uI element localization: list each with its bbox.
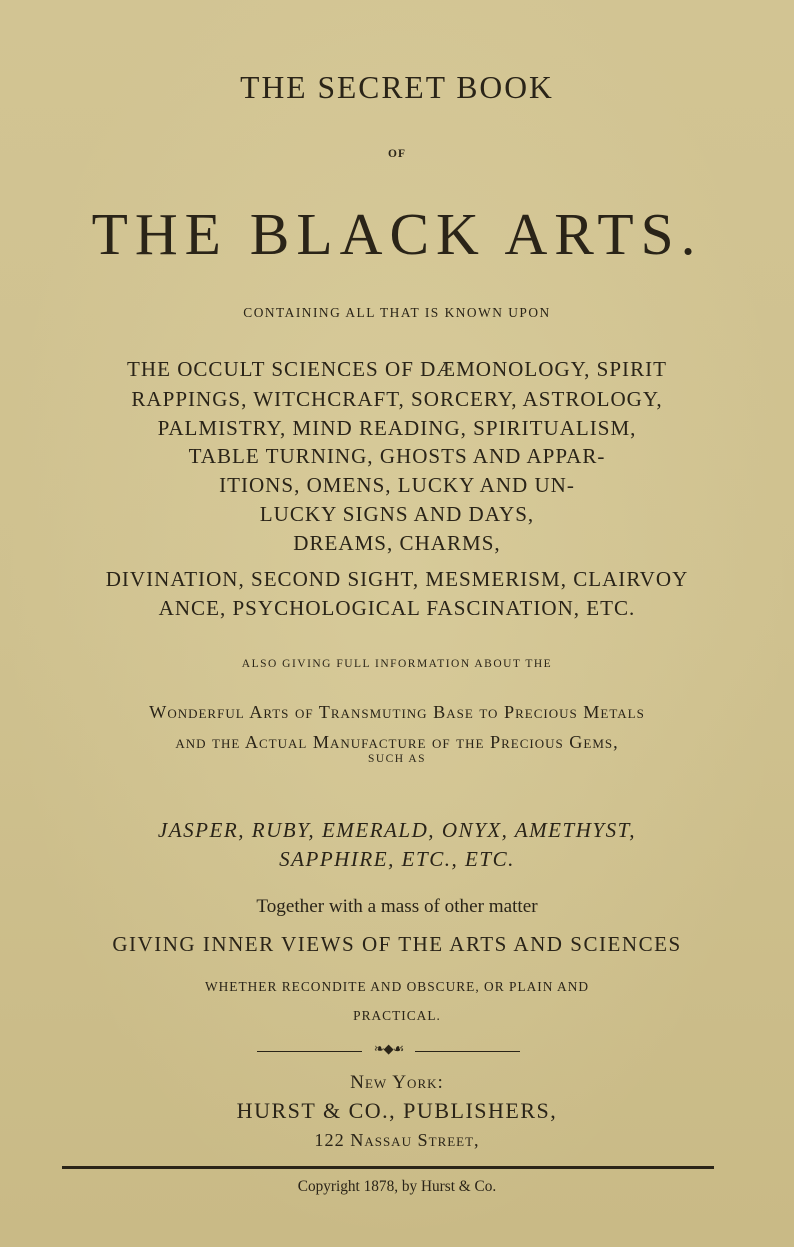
title-line-1: THE SECRET BOOK: [240, 70, 554, 105]
whether-line: WHETHER RECONDITE AND OBSCURE, OR PLAIN AND: [204, 979, 590, 994]
giving-line: GIVING INNER VIEWS OF THE ARTS AND SCIENCES: [112, 932, 682, 956]
subject-line: ANCE, PSYCHOLOGICAL FASCINATION, ETC.: [158, 596, 636, 620]
subject-line: PALMISTRY, MIND READING, SPIRITUALISM,: [157, 416, 637, 440]
gems-line: SAPPHIRE, ETC., ETC.: [279, 847, 515, 871]
subject-line: TABLE TURNING, GHOSTS AND APPAR-: [188, 444, 606, 468]
ornament-rule-right: [415, 1051, 520, 1052]
arts-line: Wonderful Arts of Transmuting Base to Precious Metals: [149, 702, 645, 722]
subject-line: LUCKY SIGNS AND DAYS,: [259, 502, 535, 526]
copyright-line: Copyright 1878, by Hurst & Co.: [297, 1178, 497, 1195]
imprint-address: 122 Nassau Street,: [314, 1130, 480, 1150]
such-as-line: SUCH AS: [367, 753, 427, 765]
subject-line: DIVINATION, SECOND SIGHT, MESMERISM, CLAIRVOY: [105, 567, 689, 591]
title-of: OF: [388, 148, 406, 160]
whether-line: PRACTICAL.: [353, 1008, 441, 1023]
subject-line: RAPPINGS, WITCHCRAFT, SORCERY, ASTROLOGY,: [131, 387, 663, 411]
flourish-icon: ❧◆☙: [373, 1042, 404, 1057]
imprint-city: New York:: [350, 1072, 444, 1093]
arts-line: and the Actual Manufacture of the Precious Gems,: [175, 732, 619, 752]
main-title: THE BLACK ARTS.: [91, 201, 703, 267]
gems-line: JASPER, RUBY, EMERALD, ONYX, AMETHYST,: [157, 818, 637, 842]
ornament-rule-left: [257, 1051, 362, 1052]
containing-line: CONTAINING ALL THAT IS KNOWN UPON: [243, 305, 551, 320]
also-line: ALSO GIVING FULL INFORMATION ABOUT THE: [241, 658, 553, 670]
subject-line: DREAMS, CHARMS,: [293, 531, 501, 555]
subject-line: THE OCCULT SCIENCES OF DÆMONOLOGY, SPIRIT: [127, 357, 667, 381]
imprint-publisher: HURST & CO., PUBLISHERS,: [236, 1098, 558, 1123]
bottom-rule: [62, 1166, 714, 1169]
subject-line: ITIONS, OMENS, LUCKY AND UN-: [219, 473, 575, 497]
ornamental-rule: [257, 1042, 520, 1057]
together-line: Together with a mass of other matter: [256, 896, 538, 917]
